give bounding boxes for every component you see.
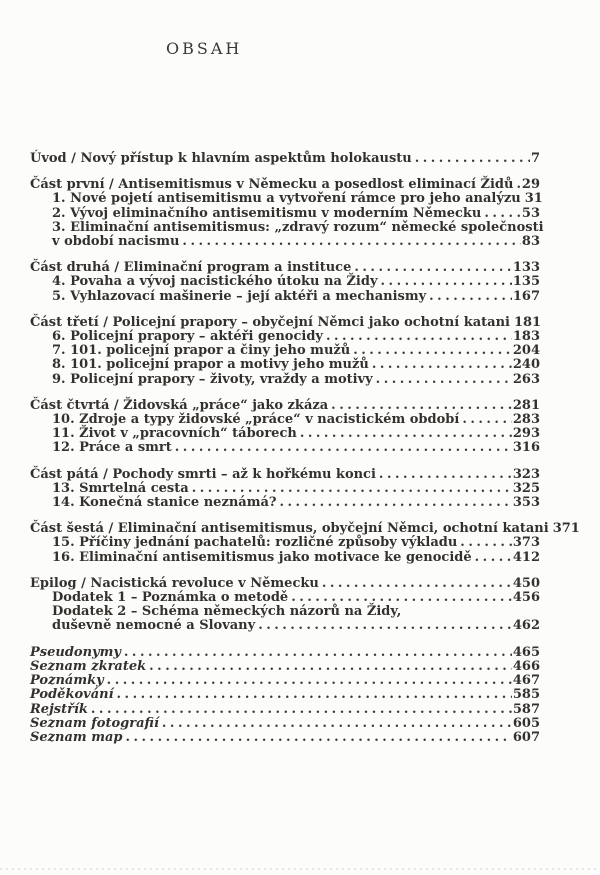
toc-entry-label: 10. Zdroje a typy židovské „práce“ v nacistickém období <box>52 412 460 428</box>
toc-entry <box>30 703 540 717</box>
toc-page-number: 316 <box>512 440 540 456</box>
toc-page-number: 135 <box>512 274 540 290</box>
dot-leader <box>125 731 511 745</box>
toc-entry-label: 15. Příčiny jednání pachatelů: rozličné způsoby výkladu <box>52 535 458 551</box>
toc-group <box>30 399 540 456</box>
toc-entry-label: Část druhá / Eliminační program a instituce <box>30 260 352 276</box>
toc-page-number: 466 <box>512 658 540 674</box>
toc-entry <box>30 577 540 591</box>
toc-page-number: 181 <box>513 314 542 330</box>
dot-leader <box>372 358 512 372</box>
dot-leader <box>462 413 512 427</box>
toc-group <box>30 646 540 745</box>
toc-page-number: 412 <box>512 549 540 565</box>
toc-page-number: 323 <box>512 466 540 482</box>
toc-page-number: 587 <box>512 701 540 717</box>
toc-group <box>30 261 540 304</box>
toc-page-number: 283 <box>512 412 540 428</box>
toc-entry <box>30 427 540 441</box>
dot-leader <box>322 577 512 591</box>
dot-leader <box>516 178 520 192</box>
toc-page-number: 605 <box>512 715 540 731</box>
dot-leader <box>381 275 512 289</box>
toc-entry-label: Rejstřík <box>30 701 88 717</box>
dot-leader <box>107 674 512 688</box>
dot-leader <box>376 373 512 387</box>
toc-page-number: 31 <box>524 191 543 207</box>
toc-entry <box>30 688 540 702</box>
dot-leader <box>162 717 512 731</box>
toc-page-number: 371 <box>552 521 580 537</box>
toc-entry <box>30 717 540 731</box>
toc-entry-label: Seznam map <box>30 729 123 745</box>
page-bottom-edge-line <box>0 868 600 870</box>
toc-entry <box>30 605 540 619</box>
toc-page-number: 281 <box>512 397 540 413</box>
toc-page-number: 585 <box>512 687 540 703</box>
page-title: OBSAH <box>166 39 243 58</box>
toc-entry <box>30 551 540 565</box>
toc-entry <box>30 399 540 413</box>
dot-leader <box>353 344 512 358</box>
toc-entry-label: Poznámky <box>30 673 104 689</box>
dot-leader <box>475 551 512 565</box>
toc-entry <box>30 316 540 330</box>
toc-entry <box>30 536 540 550</box>
toc-entry-label: 4. Povaha a vývoj nacistického útoku na Židy <box>52 274 378 290</box>
toc-entry-label: Část třetí / Policejní prapory – obyčejní Němci jako ochotní katani <box>30 314 510 330</box>
dot-leader <box>175 441 512 455</box>
toc-page-number: 450 <box>512 575 540 591</box>
toc-entry-label: 9. Policejní prapory – životy, vraždy a motivy <box>52 371 373 387</box>
dot-leader <box>280 496 512 510</box>
toc-entry <box>30 178 540 192</box>
toc-page-number: 240 <box>512 357 540 373</box>
toc-entry-label: 13. Smrtelná cesta <box>52 480 189 496</box>
dot-leader <box>326 330 512 344</box>
toc-entry-label: Epilog / Nacistická revoluce v Německu <box>30 575 319 591</box>
toc-entry <box>30 290 540 304</box>
toc-entry-label: Část šestá / Eliminační antisemitismus, obyčejní Němci, ochotní katani <box>30 521 549 537</box>
toc-page-number: 133 <box>512 260 540 276</box>
toc-page-number: 607 <box>512 729 540 745</box>
toc-entry-label: 16. Eliminační antisemitismus jako motivace ke genocidě <box>52 549 472 565</box>
toc-entry <box>30 330 540 344</box>
toc-entry-label: Pseudonymy <box>30 644 121 660</box>
toc-entry-label: 14. Konečná stanice neznámá? <box>52 495 277 511</box>
dot-leader <box>117 688 512 702</box>
toc-entry-label: Část první / Antisemitismus v Německu a posedlost eliminací Židů <box>30 177 514 193</box>
toc-entry-label: Dodatek 2 – Schéma německých názorů na Židy, <box>52 604 402 620</box>
toc-page-number: 29 <box>521 177 540 193</box>
toc-entry-label: 2. Vývoj eliminačního antisemitismu v moderním Německu <box>52 205 482 221</box>
toc-entry <box>30 468 540 482</box>
toc-page-number: 373 <box>512 535 540 551</box>
toc-page-number: 183 <box>512 329 540 345</box>
toc-entry-label: Část čtvrtá / Židovská „práce“ jako zkáza <box>30 397 329 413</box>
dot-leader <box>192 482 512 496</box>
dot-leader <box>91 703 512 717</box>
toc-group <box>30 152 540 166</box>
toc-group <box>30 577 540 634</box>
toc-entry <box>30 660 540 674</box>
toc-entry-label: 11. Život v „pracovních“ táborech <box>52 426 297 442</box>
toc-entry <box>30 646 540 660</box>
toc-entry-label: 1. Nové pojetí antisemitismu a vytvoření rámce pro jeho analýzu <box>52 191 521 207</box>
dot-leader <box>258 619 512 633</box>
toc-entry-label: 5. Vyhlazovací mašinerie – její aktéři a mechanismy <box>52 288 427 304</box>
toc-entry <box>30 358 540 372</box>
toc-page-number: 263 <box>512 371 540 387</box>
toc-page-number: 53 <box>521 205 540 221</box>
dot-leader <box>429 290 512 304</box>
dot-leader <box>182 235 520 249</box>
dot-leader <box>415 152 530 166</box>
toc-entry-label: Úvod / Nový přístup k hlavním aspektům holokaustu <box>30 151 412 166</box>
toc-group <box>30 177 544 250</box>
toc-entry-label: Poděkování <box>30 687 114 703</box>
toc-page-number: 167 <box>512 288 540 304</box>
toc-entry-label: Seznam fotografií <box>30 715 159 731</box>
toc-group <box>30 468 540 511</box>
toc-entry-label: 7. 101. policejní prapor a činy jeho mužů <box>52 343 351 359</box>
dot-leader <box>124 646 512 660</box>
toc-entry <box>30 344 540 358</box>
dot-leader <box>460 536 512 550</box>
toc-entry <box>30 235 540 249</box>
toc-entry <box>30 731 540 745</box>
toc-entry <box>30 496 540 510</box>
toc-entry <box>30 482 540 496</box>
dot-leader <box>300 427 512 441</box>
toc-page-number: 325 <box>512 480 540 496</box>
toc-entry-label: duševně nemocné a Slovany <box>52 618 256 634</box>
toc-entry <box>30 191 543 207</box>
dot-leader <box>149 660 512 674</box>
toc-page-number: 465 <box>512 644 540 660</box>
toc-page-number: 83 <box>521 234 540 250</box>
toc-page-number: 353 <box>512 495 540 511</box>
toc-page-number: 293 <box>512 426 540 442</box>
toc-group <box>30 521 580 565</box>
toc <box>30 151 580 745</box>
toc-entry <box>30 674 540 688</box>
dot-leader <box>379 468 512 482</box>
toc-page-number: 467 <box>512 673 540 689</box>
toc-entry-label: Dodatek 1 – Poznámka o metodě <box>52 590 289 606</box>
toc-entry <box>30 152 540 166</box>
toc-entry-label: Část pátá / Pochody smrti – až k hořkému konci <box>30 466 376 482</box>
toc-entry <box>30 275 540 289</box>
toc-entry-label: Seznam zkratek <box>30 658 147 674</box>
toc-entry <box>30 207 540 221</box>
toc-entry-label: 6. Policejní prapory – aktéři genocidy <box>52 329 323 345</box>
toc-entry-label: 3. Eliminační antisemitismus: „zdravý rozum“ německé společnosti <box>52 219 544 235</box>
dot-leader <box>484 207 521 221</box>
toc-entry <box>30 219 544 235</box>
dot-leader <box>331 399 512 413</box>
toc-entry <box>30 373 540 387</box>
toc-page-number: 7 <box>530 151 540 166</box>
toc-entry-label: v období nacismu <box>52 234 180 250</box>
toc-entry <box>30 521 580 537</box>
toc-group <box>30 316 540 387</box>
toc-page-number: 204 <box>512 343 540 359</box>
toc-page-number: 462 <box>512 618 540 634</box>
toc-entry-label: 8. 101. policejní prapor a motivy jeho mužů <box>52 357 369 373</box>
toc-entry <box>30 619 540 633</box>
toc-page-number: 456 <box>512 590 540 606</box>
toc-entry-label: 12. Práce a smrt <box>52 440 172 456</box>
toc-entry <box>30 441 540 455</box>
